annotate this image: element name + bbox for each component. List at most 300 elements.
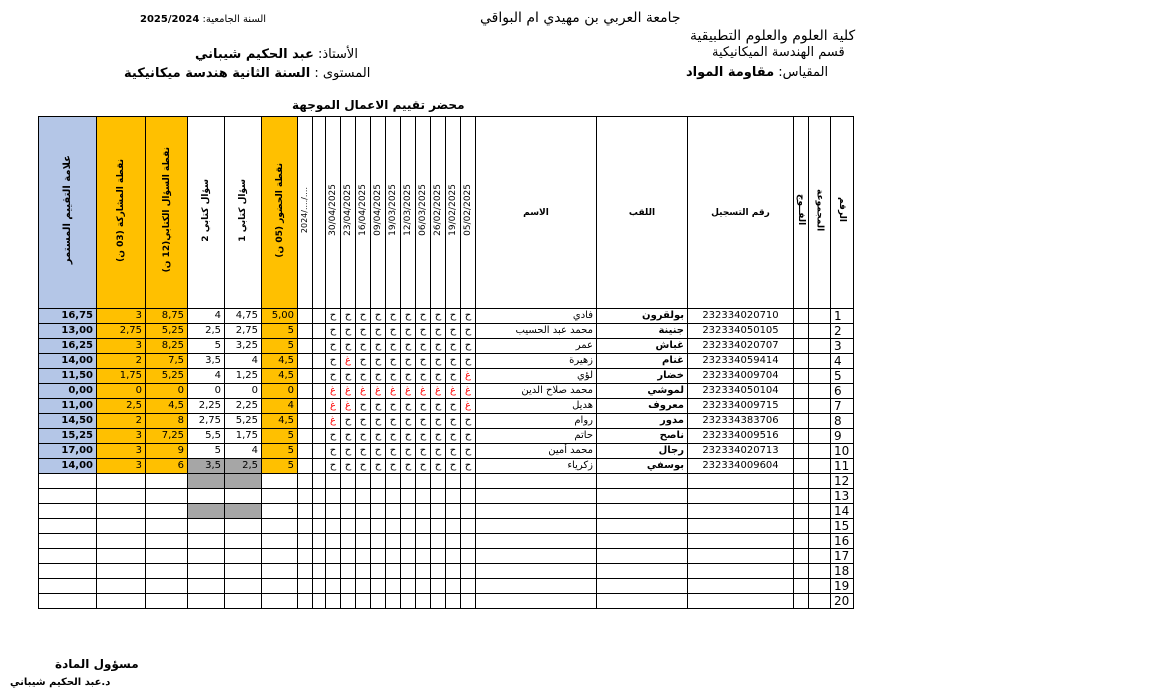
empty-cell [371,534,386,549]
attendance-mark: ح [386,399,401,414]
row-number-cell: 10 [831,444,854,459]
attendance-mark: ح [446,459,461,474]
final-cell: 15,25 [39,429,97,444]
empty-cell [39,519,97,534]
attendance-mark: ح [371,429,386,444]
empty-cell [313,339,326,354]
level-label: المستوى : [314,66,371,81]
attendance-mark: ح [461,414,476,429]
attendance-mark: ح [341,339,356,354]
written1-cell: 1,75 [225,429,262,444]
empty-cell [188,564,225,579]
empty-cell [431,579,446,594]
written1-cell: 3,25 [225,339,262,354]
empty-cell [809,474,831,489]
question-cell: 8 [146,414,188,429]
first-name-cell: روام [476,414,597,429]
attendance-mark: ح [416,324,431,339]
empty-cell [341,474,356,489]
attendance-mark: ح [386,339,401,354]
attendance-cell: 4 [262,399,298,414]
empty-cell [356,534,371,549]
table-row-empty [39,474,854,489]
course-cell [794,429,809,444]
attendance-mark: غ [341,354,356,369]
academic-year-value: 2025/2024 [140,14,200,25]
header-course: الفــوج [794,117,809,309]
row-number-cell: 11 [831,459,854,474]
attendance-mark: ح [371,354,386,369]
table-row [39,369,854,384]
question-cell: 5,25 [146,369,188,384]
empty-cell [313,414,326,429]
department-name: قسم الهندسة الميكانيكية [712,45,845,60]
attendance-mark: ح [401,324,416,339]
empty-cell [794,519,809,534]
empty-cell [597,594,688,609]
empty-cell [225,564,262,579]
attendance-mark: ح [461,339,476,354]
empty-cell [341,504,356,519]
table-row-empty [39,534,854,549]
attendance-mark: غ [446,384,461,399]
empty-cell [688,534,794,549]
written1-cell: 4 [225,354,262,369]
empty-cell [794,474,809,489]
header-written1: سؤال كتابي 1 [225,117,262,309]
empty-cell [794,489,809,504]
empty-cell [188,504,225,519]
attendance-mark: ح [326,444,341,459]
attendance-mark: ح [371,339,386,354]
empty-cell [298,474,313,489]
group-cell [809,309,831,324]
participation-cell: 2,5 [97,399,146,414]
empty-cell [313,519,326,534]
table-row [39,414,854,429]
empty-cell [97,519,146,534]
attendance-mark: غ [356,384,371,399]
row-number-cell: 6 [831,384,854,399]
university-name: جامعة العربي بن مهيدي ام البواقي [480,10,681,26]
header-final: علامة التقييم المستمر [39,117,97,309]
empty-cell [97,564,146,579]
written2-cell: 0 [188,384,225,399]
empty-cell [39,504,97,519]
group-cell [809,324,831,339]
empty-cell [188,519,225,534]
empty-cell [688,519,794,534]
empty-cell [262,594,298,609]
empty-cell [416,594,431,609]
attendance-mark: ح [461,354,476,369]
empty-cell [188,549,225,564]
written2-cell: 2,25 [188,399,225,414]
empty-cell [326,474,341,489]
empty-cell [401,564,416,579]
level-value: السنة الثانية هندسة ميكانيكية [124,66,311,81]
empty-cell [341,549,356,564]
registration-cell: 232334020707 [688,339,794,354]
table-row-empty [39,579,854,594]
attendance-mark: ح [416,369,431,384]
attendance-mark: ح [461,309,476,324]
empty-cell [313,489,326,504]
header-date-blank: 2024/..../.... [298,117,313,309]
empty-cell [356,474,371,489]
attendance-mark: ح [356,459,371,474]
attendance-mark: ح [446,354,461,369]
attendance-mark: ح [341,324,356,339]
attendance-mark: غ [431,384,446,399]
attendance-mark: ح [326,309,341,324]
attendance-mark: ح [461,324,476,339]
header-date: 12/03/2025 [401,117,416,309]
attendance-mark: غ [341,399,356,414]
attendance-mark: ح [446,339,461,354]
written2-cell: 4 [188,369,225,384]
empty-cell [146,519,188,534]
group-cell [809,354,831,369]
group-cell [809,384,831,399]
question-cell: 4,5 [146,399,188,414]
attendance-mark: ح [356,399,371,414]
empty-cell [688,549,794,564]
attendance-mark: ح [431,324,446,339]
attendance-mark: ح [401,339,416,354]
empty-cell [39,474,97,489]
empty-cell [461,504,476,519]
attendance-mark: ح [371,399,386,414]
empty-cell [416,519,431,534]
attendance-mark: ح [356,369,371,384]
empty-cell [461,579,476,594]
attendance-mark: ح [341,459,356,474]
header-date: 06/03/2025 [416,117,431,309]
empty-cell [476,519,597,534]
group-cell [809,459,831,474]
attendance-mark: ح [446,369,461,384]
empty-cell [313,399,326,414]
header-date: 09/04/2025 [371,117,386,309]
row-number-cell: 14 [831,504,854,519]
first-name-cell: هديل [476,399,597,414]
attendance-mark: ح [356,429,371,444]
empty-cell [386,519,401,534]
empty-cell [794,579,809,594]
written1-cell: 1,25 [225,369,262,384]
group-cell [809,429,831,444]
empty-cell [188,579,225,594]
empty-cell [386,594,401,609]
last-name-cell: رجال [597,444,688,459]
empty-cell [262,504,298,519]
date-blank-cell [298,354,313,369]
written2-cell: 5 [188,444,225,459]
empty-cell [809,594,831,609]
empty-cell [371,549,386,564]
table-row-empty [39,519,854,534]
empty-cell [476,504,597,519]
empty-cell [313,474,326,489]
attendance-mark: ح [416,354,431,369]
registration-cell: 232334059414 [688,354,794,369]
empty-cell [371,474,386,489]
empty-cell [431,549,446,564]
header-date: 30/04/2025 [326,117,341,309]
date-blank-cell [298,459,313,474]
attendance-mark: ح [341,369,356,384]
empty-cell [225,504,262,519]
empty-cell [476,594,597,609]
empty-cell [146,579,188,594]
empty-cell [371,594,386,609]
first-name-cell: محمد عبد الحسيب [476,324,597,339]
course-cell [794,444,809,459]
empty-cell [356,519,371,534]
table-row-empty [39,564,854,579]
empty-cell [476,474,597,489]
empty-cell [688,489,794,504]
empty-cell [146,564,188,579]
empty-cell [313,369,326,384]
subject-value: مقاومة المواد [686,65,775,80]
attendance-mark: ح [431,309,446,324]
written2-cell: 2,5 [188,324,225,339]
row-number-cell: 12 [831,474,854,489]
attendance-mark: ح [356,414,371,429]
table-row [39,399,854,414]
final-cell: 14,00 [39,354,97,369]
first-name-cell: لؤي [476,369,597,384]
last-name-cell: بولقرون [597,309,688,324]
row-number-cell: 5 [831,369,854,384]
empty-cell [416,564,431,579]
attendance-mark: غ [461,369,476,384]
empty-cell [313,459,326,474]
empty-cell [386,489,401,504]
attendance-mark: ح [431,429,446,444]
empty-cell [476,549,597,564]
attendance-mark: ح [341,429,356,444]
empty-cell [386,534,401,549]
empty-cell [794,564,809,579]
attendance-mark: ح [386,324,401,339]
empty-cell [597,549,688,564]
empty-cell [225,549,262,564]
empty-cell [371,564,386,579]
registration-cell: 232334020713 [688,444,794,459]
empty-cell [431,474,446,489]
empty-cell [39,489,97,504]
empty-cell [476,534,597,549]
header-number: الرقم [831,117,854,309]
row-number-cell: 19 [831,579,854,594]
signature-name: د.عبد الحكيم شيباني [10,677,111,688]
attendance-cell: 4,5 [262,414,298,429]
attendance-cell: 0 [262,384,298,399]
written1-cell: 2,75 [225,324,262,339]
group-cell [809,444,831,459]
empty-cell [446,519,461,534]
last-name-cell: خضار [597,369,688,384]
empty-cell [597,564,688,579]
empty-cell [313,444,326,459]
empty-cell [809,564,831,579]
attendance-mark: غ [326,414,341,429]
row-number-cell: 16 [831,534,854,549]
attendance-mark: ح [416,339,431,354]
empty-cell [416,579,431,594]
course-cell [794,354,809,369]
row-number-cell: 15 [831,519,854,534]
group-cell [809,414,831,429]
empty-cell [476,564,597,579]
empty-cell [386,549,401,564]
attendance-cell: 5 [262,444,298,459]
date-blank-cell [298,324,313,339]
empty-cell [401,474,416,489]
attendance-mark: ح [446,309,461,324]
faculty-name: كلية العلوم والعلوم التطبيقية [690,28,856,44]
attendance-mark: ح [401,399,416,414]
row-number-cell: 13 [831,489,854,504]
attendance-mark: ح [386,354,401,369]
empty-cell [431,534,446,549]
last-name-cell: غنام [597,354,688,369]
row-number-cell: 7 [831,399,854,414]
empty-cell [225,519,262,534]
empty-cell [356,594,371,609]
empty-cell [298,534,313,549]
attendance-mark: ح [461,429,476,444]
empty-cell [313,564,326,579]
header-written2: سؤال كتابي 2 [188,117,225,309]
empty-cell [341,579,356,594]
empty-cell [446,534,461,549]
empty-cell [461,594,476,609]
written1-cell: 5,25 [225,414,262,429]
attendance-cell: 4,5 [262,354,298,369]
empty-cell [461,534,476,549]
attendance-mark: ح [326,459,341,474]
evaluation-table [38,116,854,609]
last-name-cell: ناصح [597,429,688,444]
written1-cell: 4,75 [225,309,262,324]
first-name-cell: حاتم [476,429,597,444]
attendance-mark: ح [431,414,446,429]
empty-cell [688,474,794,489]
attendance-mark: ح [341,309,356,324]
empty-cell [356,564,371,579]
empty-cell [326,579,341,594]
empty-cell [298,579,313,594]
header-registration: رقم التسجيل [688,117,794,309]
participation-cell: 2 [97,414,146,429]
attendance-mark: ح [371,459,386,474]
empty-cell [341,564,356,579]
attendance-mark: ح [371,444,386,459]
empty-cell [39,579,97,594]
empty-cell [225,594,262,609]
empty-cell [446,549,461,564]
written2-cell: 3,5 [188,354,225,369]
row-number-cell: 9 [831,429,854,444]
table-row [39,444,854,459]
attendance-mark: ح [356,309,371,324]
empty-cell [326,549,341,564]
participation-cell: 3 [97,309,146,324]
table-row [39,384,854,399]
participation-cell: 3 [97,444,146,459]
empty-cell [446,489,461,504]
course-cell [794,414,809,429]
written2-cell: 5,5 [188,429,225,444]
responsible-label: مسؤول المادة [55,657,139,671]
written2-cell: 2,75 [188,414,225,429]
attendance-mark: ح [461,444,476,459]
date-blank-cell [298,384,313,399]
empty-cell [188,534,225,549]
header-date: 26/02/2025 [431,117,446,309]
teacher-label: الأستاذ: [317,47,358,62]
empty-cell [39,594,97,609]
empty-cell [262,534,298,549]
empty-cell [298,549,313,564]
attendance-mark: ح [371,414,386,429]
written2-cell: 4 [188,309,225,324]
table-row [39,354,854,369]
participation-cell: 2,75 [97,324,146,339]
empty-cell [794,549,809,564]
attendance-mark: ح [356,444,371,459]
empty-cell [371,579,386,594]
question-cell: 7,25 [146,429,188,444]
attendance-mark: ح [431,339,446,354]
header-group: المجموعة [809,117,831,309]
subject-label: المقياس: [778,65,829,80]
empty-cell [146,594,188,609]
header-last-name: اللقب [597,117,688,309]
registration-cell: 232334009604 [688,459,794,474]
header-date: 19/02/2025 [446,117,461,309]
first-name-cell: محمد صلاح الدين [476,384,597,399]
academic-year-line [140,14,266,25]
empty-cell [401,504,416,519]
date-blank-cell [298,444,313,459]
participation-cell: 0 [97,384,146,399]
empty-cell [313,549,326,564]
table-row-empty [39,489,854,504]
empty-cell [313,534,326,549]
empty-cell [446,474,461,489]
attendance-mark: ح [386,309,401,324]
report-title: محضر تقييم الاعمال الموجهة [292,98,465,112]
empty-cell [688,594,794,609]
attendance-cell: 5 [262,459,298,474]
empty-cell [794,594,809,609]
attendance-mark: ح [326,369,341,384]
empty-cell [416,474,431,489]
attendance-mark: غ [386,384,401,399]
attendance-mark: ح [401,429,416,444]
empty-cell [597,474,688,489]
attendance-mark: غ [326,384,341,399]
empty-cell [597,489,688,504]
date-blank-cell [298,399,313,414]
row-number-cell: 3 [831,339,854,354]
empty-cell [809,504,831,519]
